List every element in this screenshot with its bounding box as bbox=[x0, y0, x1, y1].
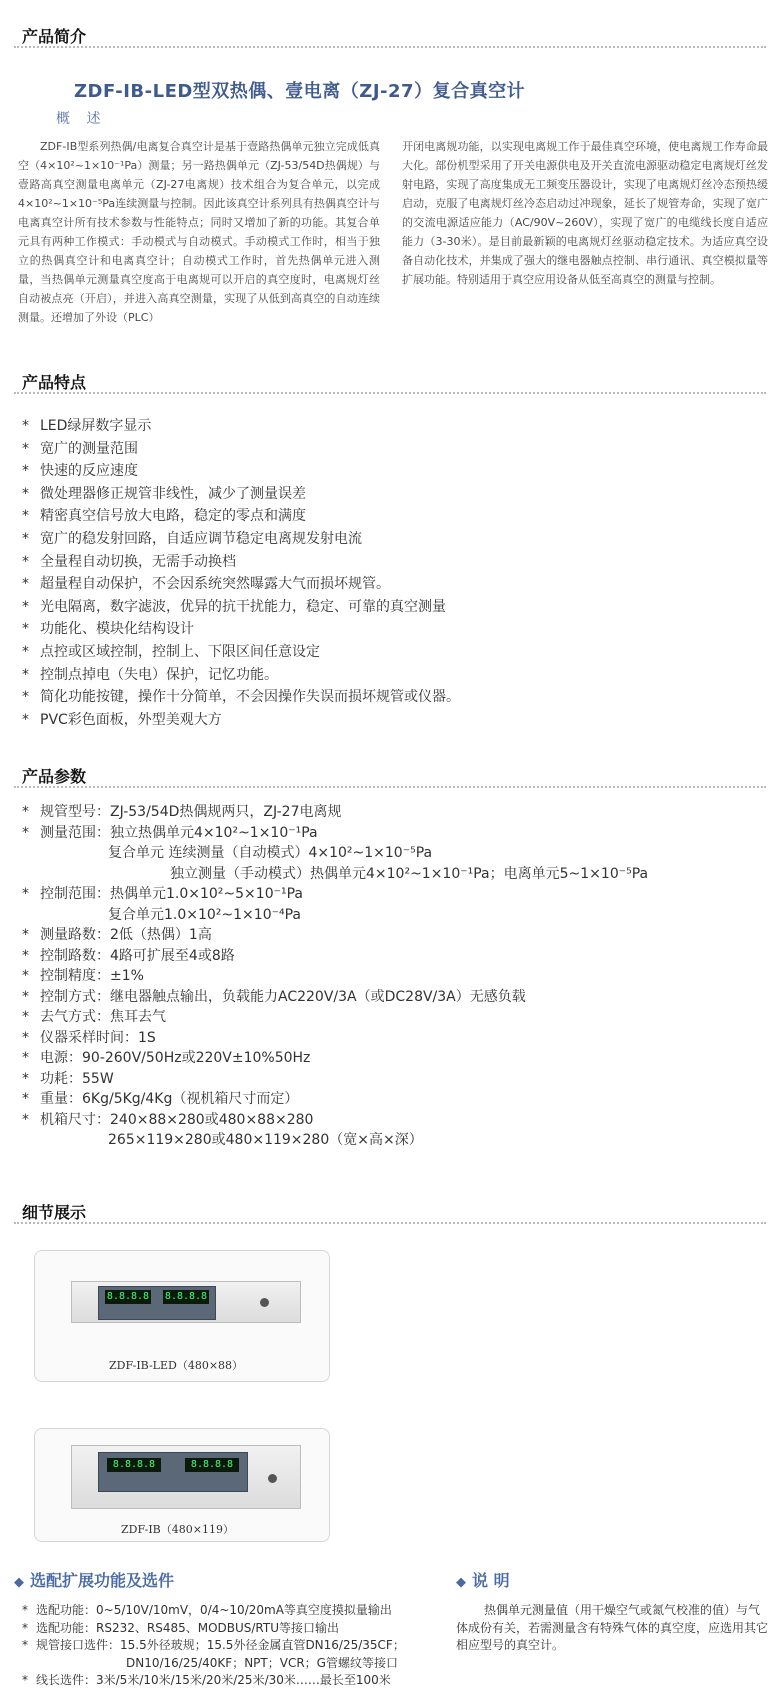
divider bbox=[14, 392, 766, 394]
device-photo-card bbox=[34, 1428, 330, 1542]
param-row: 复合单元 连续测量（自动模式）4×10²~1×10⁻⁵Pa bbox=[108, 845, 433, 861]
section-intro-header bbox=[0, 22, 776, 48]
param-row: 复合单元1.0×10²~1×10⁻⁴Pa bbox=[108, 906, 301, 923]
product-heading: ZDF-ⅠB-LED型双热偶、壹电离（ZJ-27）复合真空计 bbox=[74, 81, 526, 102]
divider bbox=[14, 1222, 766, 1224]
device-display-panel bbox=[98, 1452, 248, 1492]
param-row: * 测量路数：2低（热偶）1高 bbox=[22, 927, 212, 943]
device-display-panel bbox=[98, 1286, 216, 1320]
param-row: * 功耗：55W bbox=[22, 1070, 114, 1087]
feature-item: * 全量程自动切换，无需手动换档 bbox=[22, 553, 236, 570]
device-front-panel bbox=[71, 1445, 301, 1509]
section-title: 产品特点 bbox=[22, 373, 87, 392]
section-title: 产品参数 bbox=[22, 767, 87, 786]
feature-item: * 精密真空信号放大电路，稳定的零点和满度 bbox=[22, 508, 306, 525]
feature-item: * LED绿屏数字显示 bbox=[22, 418, 152, 434]
param-row: 265×119×280或480×119×280（宽×高×深） bbox=[108, 1132, 423, 1148]
param-row: * 控制范围：热偶单元1.0×10²~5×10⁻¹Pa bbox=[22, 886, 303, 902]
options-heading: ◆ 选配扩展功能及选件 bbox=[14, 1571, 175, 1590]
feature-item: * 点控或区域控制，控制上、下限区间任意设定 bbox=[22, 643, 320, 660]
section-title: 细节展示 bbox=[22, 1203, 87, 1222]
feature-item: * PVC彩色面板，外型美观大方 bbox=[22, 711, 222, 728]
lcd-display: 8.8.8.8 bbox=[107, 1458, 161, 1472]
feature-item: * 功能化、模块化结构设计 bbox=[22, 621, 194, 638]
feature-item: * 宽广的稳发射回路，自适应调节稳定电离规发射电流 bbox=[22, 530, 362, 547]
feature-item: * 光电隔离，数字滤波，优异的抗干扰能力，稳定、可靠的真空测量 bbox=[22, 598, 446, 615]
param-row: * 重量：6Kg/5Kg/4Kg（视机箱尺寸而定） bbox=[22, 1091, 299, 1107]
feature-item: * 超量程自动保护，不会因系统突然曝露大气而损坏规管。 bbox=[22, 576, 390, 593]
param-list bbox=[22, 802, 648, 1151]
option-row: * 线长选件：3米/5米/10米/15米/20米/25米/30米……最长至100米 bbox=[22, 1673, 391, 1688]
param-row: * 机箱尺寸：240×88×280或480×88×280 bbox=[22, 1111, 314, 1128]
option-row: * 选配功能：RS232、RS485、MODBUS/RTU等接口输出 bbox=[22, 1620, 340, 1635]
knob-icon bbox=[260, 1298, 269, 1307]
param-row: * 电源：90-260V/50Hz或220V±10%50Hz bbox=[22, 1050, 311, 1066]
param-row: * 规管型号：ZJ-53/54D热偶规两只，ZJ-27电离规 bbox=[22, 804, 342, 820]
feature-item: * 宽广的测量范围 bbox=[22, 440, 138, 457]
diamond-icon: ◆ bbox=[14, 1575, 24, 1590]
param-row: * 测量范围：独立热偶单元4×10²~1×10⁻¹Pa bbox=[22, 824, 318, 841]
param-row: * 控制方式：继电器触点输出，负载能力AC220V/3A（或DC28V/3A）无感负载 bbox=[22, 988, 526, 1005]
device-caption: ZDF-ⅠB-LED（480×88） bbox=[109, 1359, 244, 1372]
section-title: 产品简介 bbox=[22, 27, 87, 46]
section-features-header bbox=[0, 368, 776, 394]
knob-icon bbox=[268, 1474, 277, 1483]
feature-item: * 快速的反应速度 bbox=[22, 463, 138, 480]
lcd-display: 8.8.8.8 bbox=[164, 1291, 208, 1302]
options-list bbox=[22, 1602, 405, 1690]
lcd-display: 8.8.8.8 bbox=[185, 1458, 239, 1472]
param-row: * 控制路数：4路可扩展至4或8路 bbox=[22, 947, 235, 964]
divider bbox=[14, 46, 766, 48]
section-params-header bbox=[0, 762, 776, 788]
device-photo-card bbox=[34, 1250, 330, 1382]
feature-item: * 简化功能按键，操作十分简单，不会因操作失误而损坏规管或仪器。 bbox=[22, 689, 460, 706]
option-row: * 规管接口选件：15.5外径玻规；15.5外径金属直管DN16/25/35CF； bbox=[22, 1638, 405, 1653]
section-details-header bbox=[0, 1198, 776, 1224]
divider bbox=[14, 786, 766, 788]
device-caption: ZDF-ⅠB（480×119） bbox=[121, 1523, 234, 1536]
param-row: * 仪器采样时间：1S bbox=[22, 1029, 156, 1046]
option-row: DN10/16/25/40KF；NPT；VCR；G管螺纹等接口 bbox=[126, 1655, 398, 1670]
feature-list bbox=[22, 415, 460, 731]
note-heading: ◆ 说 明 bbox=[456, 1571, 510, 1590]
overview-label: 概 述 bbox=[56, 111, 107, 127]
param-row: * 去气方式：焦耳去气 bbox=[22, 1009, 166, 1025]
note-text: 热偶单元测量值（用干燥空气或氮气校准的值）与气体成份有关，若需测量含有特殊气体的真空度，应选用其它相应型号的真空计。 bbox=[456, 1603, 769, 1653]
diamond-icon: ◆ bbox=[456, 1575, 466, 1590]
overview-text-right: 开闭电离规功能，以实现电离规工作于最佳真空环境，使电离规工作寿命最大化。部份机型采用了开关电源供电及开关直流电源驱动稳定电离规灯丝发射电路，实现了高度集成无工频变压器设计，实现了电离规灯丝冷态预热缓启动，克服了电离规灯丝冷态启动过冲现象，延长了规管寿命，实现了宽广的交流电源适应能力（AC/90V~260V），实现了宽广的电缆线长度自适应能力（3-30米）。是目前最新颖的电离规灯丝驱动稳定技术。为适应真空设备自动化技术，并集成了强大的继电器触点控制、串行通讯、真空模拟量等扩展功能。特别适用于真空应用设备从低至高真空的测量与控制。 bbox=[402, 140, 768, 286]
device-front-panel bbox=[71, 1281, 301, 1323]
overview-text-left: ZDF-ⅠB型系列热偶/电离复合真空计是基于壹路热偶单元独立完成低真空（4×10²~1×10⁻¹Pa）测量；另一路热偶单元（ZJ-53/54D热偶规）与壹路高真空测量电离单元（ZJ-27电离规）技术组合为复合单元，以完成4×10²~1×10⁻⁵Pa连续测量与控制。因此该真空计系列具有热偶真空计与电离真空计所有技术参数与性能特点；同时又增加了新的功能。其复合单元具有两种工作模式：手动模式与自动模式。手动模式工作时，相当于独立的热偶真空计和电离真空计；自动模式工作时，首先热偶单元进入测量，当热偶单元测量真空度高于电离规可以开启的真空度时，电离规灯丝自动被点亮（开启），并进入高真空测量，实现了从低到高真空的自动连续测量。还增加了外设（PLC） bbox=[18, 140, 380, 324]
feature-item: * 控制点掉电（失电）保护，记忆功能。 bbox=[22, 666, 278, 683]
param-row: * 控制精度：±1% bbox=[22, 968, 144, 984]
feature-item: * 微处理器修正规管非线性，减少了测量误差 bbox=[22, 485, 306, 502]
lcd-display: 8.8.8.8 bbox=[106, 1291, 150, 1302]
option-row: * 选配功能：0~5/10V/10mV，0/4~10/20mA等真空度摸拟量输出 bbox=[22, 1603, 392, 1617]
param-row: 独立测量（手动模式）热偶单元4×10²~1×10⁻¹Pa；电离单元5~1×10⁻⁵Pa bbox=[170, 865, 649, 882]
